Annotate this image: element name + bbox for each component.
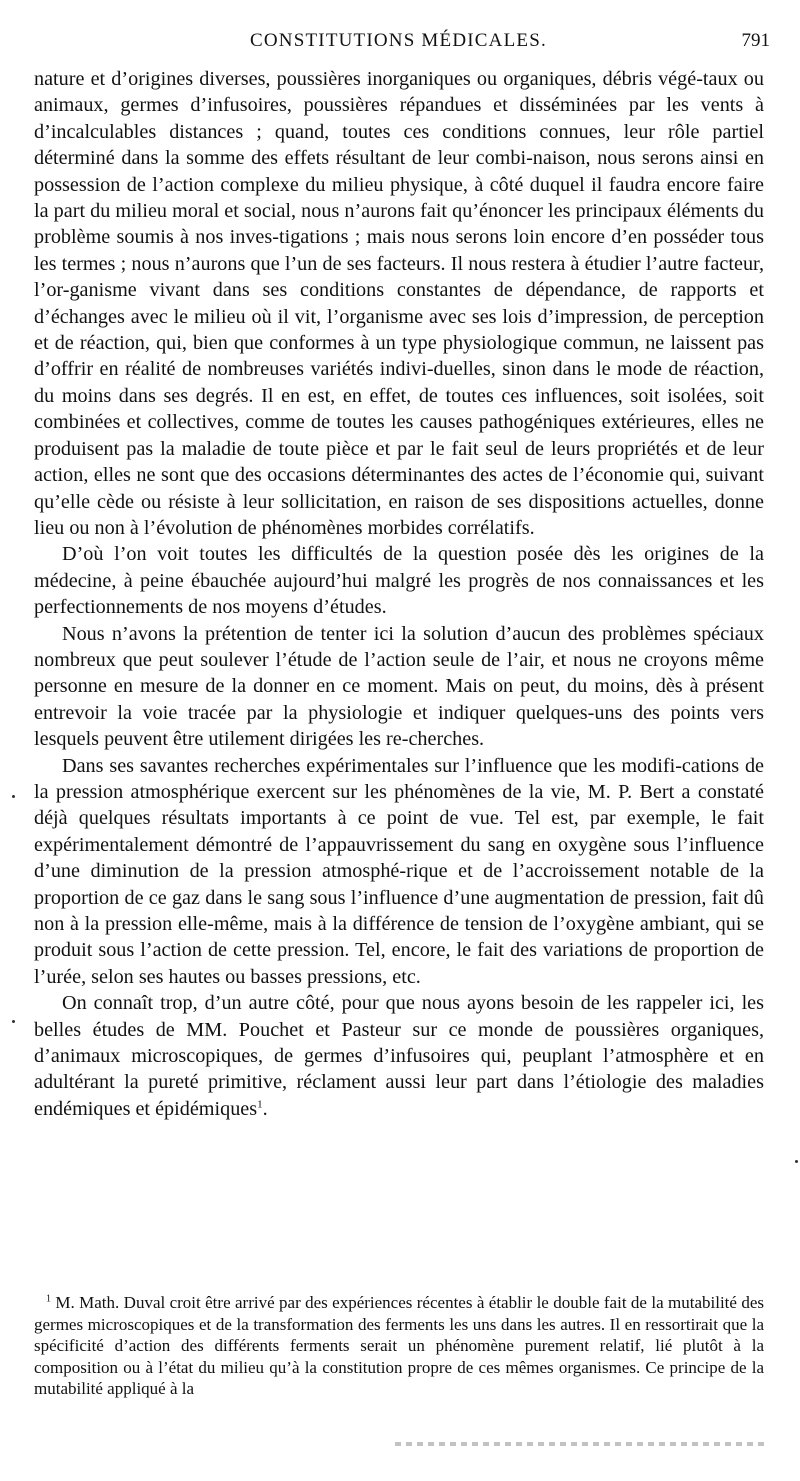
footnote-mark: 1 xyxy=(46,1293,51,1305)
footnote-reference[interactable]: 1 xyxy=(257,1098,263,1111)
page-number: 791 xyxy=(741,30,770,51)
paragraph-5-text: On connaît trop, d’un autre côté, pour que nous ayons besoin de les rappeler ici, les belles études de MM. Pouchet et Pasteur sur ce monde de poussières organiques, d’animaux microscopiques, de germes d’infusoires qui, peuplant l’atmosphère et en adultérant la pureté primitive, réclament aussi leur part dans l’étiologie des maladies endémiques et épidémiques xyxy=(34,992,764,1120)
paragraph-4: Dans ses savantes recherches expérimentales sur l’influence que les modifi-cations de la pression atmosphérique exercent sur les phénomènes de la vie, M. P. Bert a constaté déjà quelques résultats importants à ce point de vue. Tel est, par exemple, le fait expérimentalement démontré de l’appauvrissement du sang en oxygène sous l’influence d’une diminution de la pression atmosphé-rique et de l’accroissement notable de la proportion de ce gaz dans le sang sous l’influence d’une augmentation de pression, fait dû non à la pression elle-même, mais à la différence de tension de l’oxygène ambiant, qui se produit sous l’action de cette pression. Tel, encore, le fait des variations de proportion de l’urée, selon ses hautes ou basses pressions, etc. xyxy=(34,754,764,988)
margin-speck xyxy=(12,1020,15,1023)
margin-speck xyxy=(795,1160,798,1163)
paragraph-1: nature et d’origines diverses, poussières inorganiques ou organiques, débris végé-taux ou animaux, germes d’infusoires, poussières répandues et disséminées par les vents à d’incalculables distances ; quand, toutes ces conditions connues, leur rôle partiel déterminé dans la somme des effets résultant de leur combi-naison, nous serons ainsi en possession de l’action complexe du milieu physique, à côté duquel il faudra encore faire la part du milieu moral et social, nous n’aurons fait qu’énoncer les principaux éléments du problème soumis à nos inves-tigations ; mais nous serons loin encore d’en posséder tous les termes ; nous n’aurons que l’un de ses facteurs. Il nous restera à étudier l’autre facteur, l’or-ganisme vivant dans ses conditions constantes de dépendance, de rapports et d’échanges avec le milieu où il vit, l’organisme avec ses lois d’impression, de perception et de réaction, qui, bien que conformes à un type physiologique commun, ne laissent pas d’offrir en réalité de nombreuses variétés indivi-duelles, sinon dans le mode de réaction, du moins dans ses degrés. Il en est, en effet, de toutes ces influences, soit isolées, soit combinées et collectives, comme de toutes les causes pathogéniques extérieures, elles ne produisent pas la maladie de toute pièce et par le fait seul de leurs propriétés et de leur action, elles ne sont que des occasions déterminantes des actes de l’économie qui, suivant qu’elle cède ou résiste à leur sollicitation, en raison de ses dispositions actuelles, donne lieu ou non à l’évolution de phénomènes morbides corrélatifs. xyxy=(34,68,764,539)
paragraph-5: On connaît trop, d’un autre côté, pour que nous ayons besoin de les rappeler ici, les belles études de MM. Pouchet et Pasteur sur ce monde de poussières organiques, d’animaux microscopiques, de germes d’infusoires qui, peuplant l’atmosphère et en adultérant la pureté primitive, réclament aussi leur part dans l’étiologie des maladies endémiques et épidémiques$^1$. xyxy=(34,992,764,1120)
body-text xyxy=(34,66,764,1122)
footnote xyxy=(34,1292,764,1400)
bleed-through-line xyxy=(395,1442,767,1446)
margin-speck xyxy=(12,795,15,798)
running-title: CONSTITUTIONS MÉDICALES. xyxy=(250,30,547,51)
paragraph-3: Nous n’avons la prétention de tenter ici la solution d’aucun des problèmes spéciaux nombreux que peut soulever l’étude de l’action seule de l’air, et nous ne croyons même personne en mesure de la donner en ce moment. Mais on peut, du moins, dès à présent entrevoir la voie tracée par la physiologie et indiquer quelques-uns des points vers lesquels peuvent être utilement dirigées les re-cherches. xyxy=(34,622,764,751)
running-head xyxy=(0,30,800,60)
footnote-text: M. Math. Duval croit être arrivé par des expériences récentes à établir le double fait de la mutabilité des germes microscopiques et de la transformation des ferments les uns dans les autres. Il en ressortirait que la spécificité d’action des différents ferments serait un phénomène purement relatif, lié plutôt à la composition ou à l’état du milieu qu’à la constitution propre de ces mêmes organismes. Ce principe de la mutabilité appliqué à la xyxy=(34,1293,764,1398)
paragraph-2: D’où l’on voit toutes les difficultés de la question posée dès les origines de la médecine, à peine ébauchée aujourd’hui malgré les progrès de nos connaissances et les perfectionnements de nos moyens d’études. xyxy=(34,543,764,619)
